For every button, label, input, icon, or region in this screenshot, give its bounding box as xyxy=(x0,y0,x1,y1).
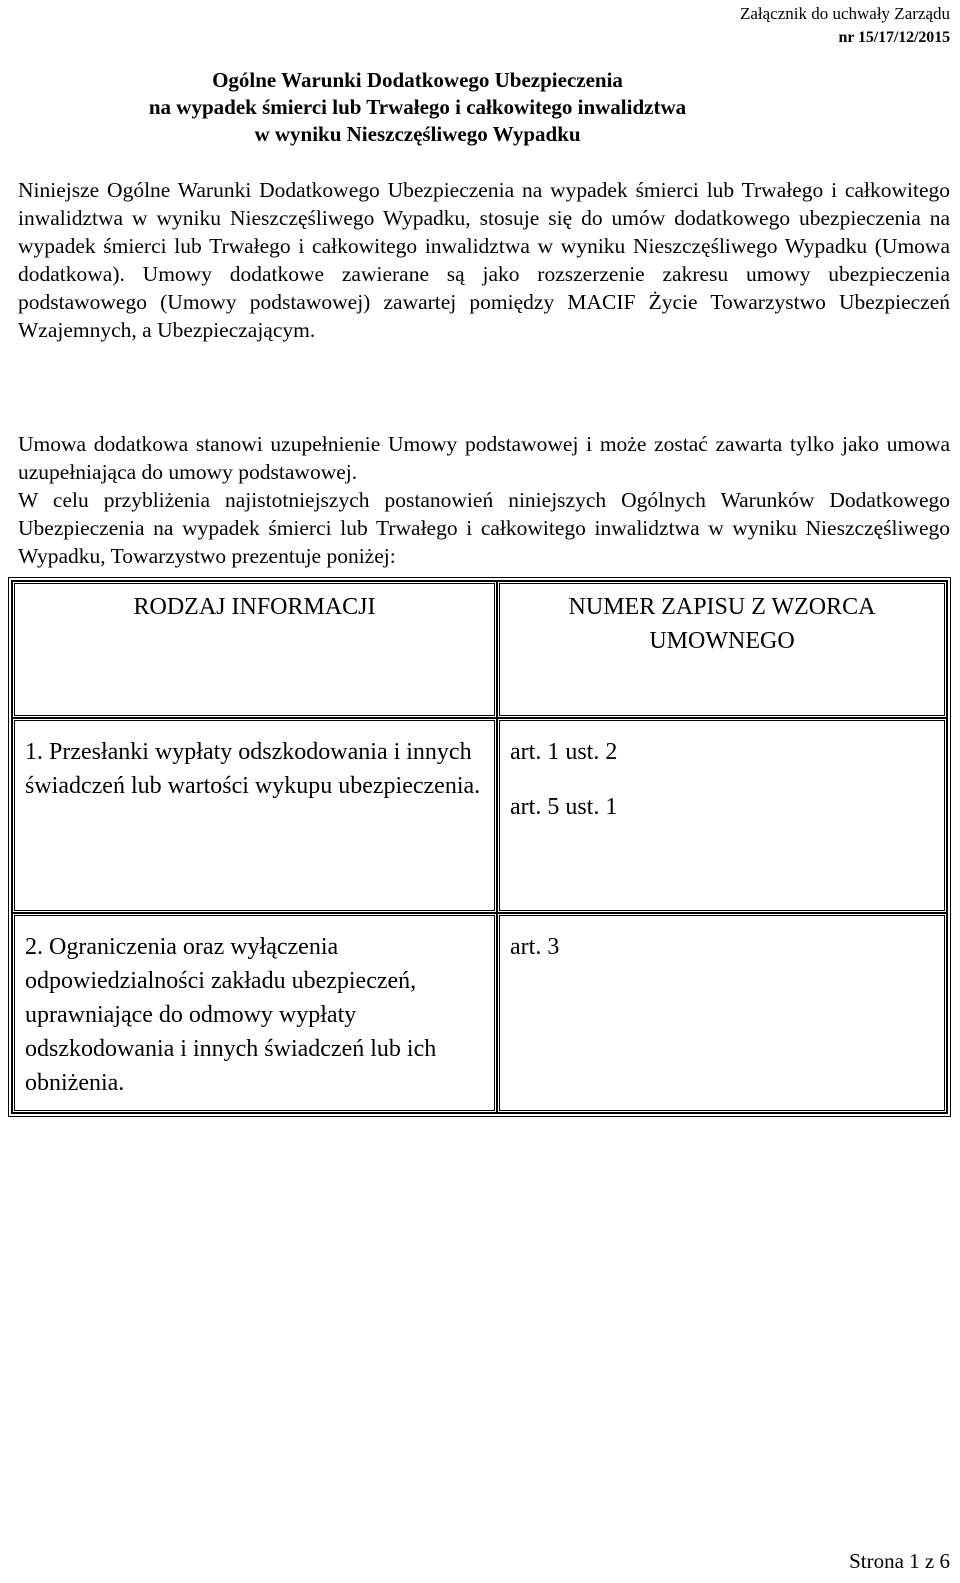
annex-line-number: nr 15/17/12/2015 xyxy=(838,29,950,46)
presentation-paragraph: W celu przybliżenia najistotniejszych postanowień niniejszych Ogólnych Warunków Dodatkowego Ubezpieczenia na wypadek śmierci lub Trwałego i całkowitego inwalidztwa w wyniku Nieszczęśliwego Wypadku, Towarzystwo prezentuje poniżej: xyxy=(18,488,950,568)
title-line-2: na wypadek śmierci lub Trwałego i całkowitego inwalidztwa xyxy=(148,95,687,119)
information-table xyxy=(8,577,951,1117)
table-row xyxy=(12,718,947,913)
header-record-number: NUMER ZAPISU Z WZORCA UMOWNEGO xyxy=(497,581,947,718)
table-row xyxy=(12,913,947,1113)
document-title xyxy=(0,67,835,148)
row-info-limitations: 2. Ograniczenia oraz wyłączenia odpowiedzialności zakładu ubezpieczeń, uprawniające do odmowy wypłaty odszkodowania i innych świadczeń lub ich obniżenia. xyxy=(12,913,497,1113)
title-line-3: w wyniku Nieszczęśliwego Wypadku xyxy=(254,122,581,146)
row-refs-payout-conditions xyxy=(497,718,947,913)
page-number: Strona 1 z 6 xyxy=(849,1549,950,1573)
row-refs-limitations xyxy=(497,913,947,1113)
title-line-1: Ogólne Warunki Dodatkowego Ubezpieczenia xyxy=(212,68,623,92)
row-info-payout-conditions: 1. Przesłanki wypłaty odszkodowania i innych świadczeń lub wartości wykupu ubezpieczenia. xyxy=(12,718,497,913)
annex-line-resolution: Załącznik do uchwały Zarządu xyxy=(739,4,950,23)
article-ref: art. 5 ust. 1 xyxy=(510,794,618,820)
supplement-paragraph: Umowa dodatkowa stanowi uzupełnienie Umowy podstawowej i może zostać zawarta tylko jako umowa uzupełniająca do umowy podstawowej. xyxy=(18,432,950,484)
header-information-type: RODZAJ INFORMACJI xyxy=(12,581,497,718)
table-header-row xyxy=(12,581,947,718)
annex-header xyxy=(740,2,950,50)
intro-paragraph: Niniejsze Ogólne Warunki Dodatkowego Ubezpieczenia na wypadek śmierci lub Trwałego i całkowitego inwalidztwa w wyniku Nieszczęśliwego Wypadku, stosuje się do umów dodatkowego ubezpieczenia na wypadek śmierci lub Trwałego i całkowitego inwalidztwa w wyniku Nieszczęśliwego Wypadku (Umowa dodatkowa). Umowy dodatkowe zawierane są jako rozszerzenie zakresu umowy ubezpieczenia podstawowego (Umowy podstawowej) zawartej pomiędzy MACIF Życie Towarzystwo Ubezpieczeń Wzajemnych, a Ubezpieczającym. xyxy=(18,178,950,342)
article-ref: art. 3 xyxy=(510,934,560,960)
article-ref: art. 1 ust. 2 xyxy=(510,739,618,765)
